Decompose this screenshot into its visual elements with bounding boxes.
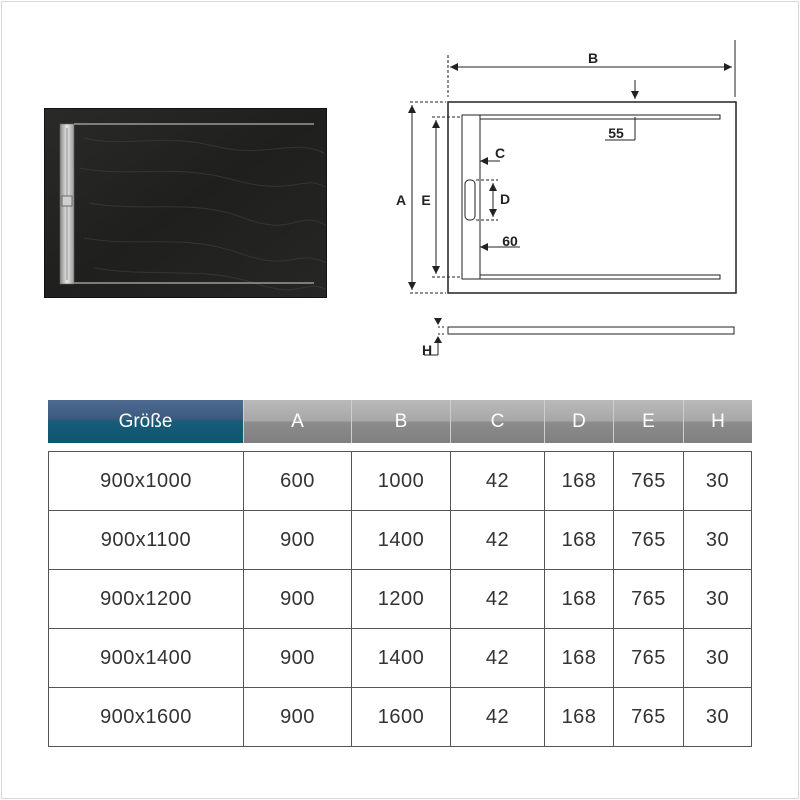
cell-b: 1200 <box>352 570 451 628</box>
label-d: D <box>499 191 511 207</box>
label-55: 55 <box>608 125 624 141</box>
shower-tray-photo <box>44 108 327 298</box>
cell-d: 168 <box>545 688 614 746</box>
cell-d: 168 <box>545 629 614 687</box>
cell-a: 600 <box>244 452 352 510</box>
cell-size: 900x1100 <box>49 511 244 569</box>
label-a: A <box>395 192 407 208</box>
table-row <box>49 688 751 747</box>
table-row <box>49 570 751 629</box>
cell-e: 765 <box>614 570 684 628</box>
header-c: C <box>450 400 544 443</box>
cell-c: 42 <box>451 511 545 569</box>
cell-a: 900 <box>244 570 352 628</box>
cell-size: 900x1200 <box>49 570 244 628</box>
header-h: H <box>683 400 752 443</box>
cell-h: 30 <box>705 469 730 492</box>
dimension-diagram <box>380 35 770 365</box>
cell-b: 1400 <box>352 511 451 569</box>
label-60: 60 <box>502 233 518 249</box>
cell-c: 42 <box>451 452 545 510</box>
cell-size: 900x1000 <box>49 452 244 510</box>
table-row <box>49 629 751 688</box>
cell-e: 765 <box>614 629 684 687</box>
cell-d: 168 <box>545 452 614 510</box>
header-a: A <box>243 400 351 443</box>
table-row <box>49 511 751 570</box>
table-row <box>49 452 751 511</box>
cell-c: 42 <box>451 570 545 628</box>
cell-e: 765 <box>614 452 684 510</box>
cell-d: 168 <box>545 570 614 628</box>
cell-c: 42 <box>451 688 545 746</box>
cell-size: 900x1400 <box>49 629 244 687</box>
cell-b: 1600 <box>352 688 451 746</box>
cell-a: 900 <box>244 511 352 569</box>
label-c: C <box>494 145 506 161</box>
cell-b: 1400 <box>352 629 451 687</box>
label-h: H <box>421 342 433 358</box>
label-b: B <box>587 50 599 66</box>
label-e: E <box>421 192 431 208</box>
cell-size: 900x1600 <box>49 688 244 746</box>
cell-e: 765 <box>614 688 684 746</box>
size-table <box>48 451 752 747</box>
header-b: B <box>351 400 450 443</box>
cell-d: 168 <box>545 511 614 569</box>
cell-h: 30 <box>705 587 730 610</box>
cell-b: 1000 <box>352 452 451 510</box>
cell-a: 900 <box>244 629 352 687</box>
header-d: D <box>544 400 613 443</box>
cell-h: 30 <box>705 528 730 551</box>
cell-e: 765 <box>614 511 684 569</box>
cell-h: 30 <box>705 705 730 728</box>
cell-a: 900 <box>244 688 352 746</box>
header-e: E <box>613 400 683 443</box>
header-size: Größe <box>48 400 243 443</box>
cell-h: 30 <box>705 646 730 669</box>
cell-c: 42 <box>451 629 545 687</box>
